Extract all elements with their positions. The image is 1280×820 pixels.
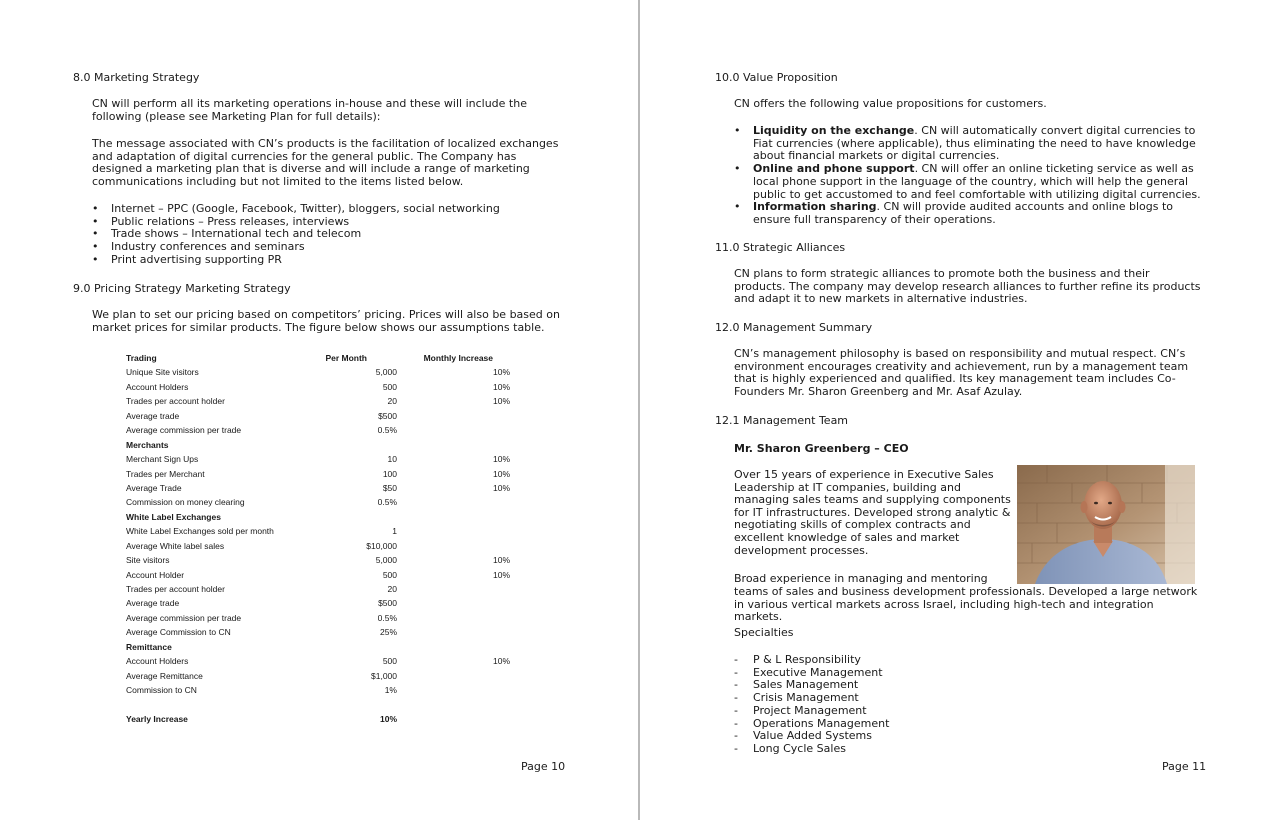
row-per-month: 1 <box>392 526 397 537</box>
table-row <box>126 380 526 394</box>
row-label: Trades per account holder <box>126 396 225 407</box>
row-label: Account Holders <box>126 656 189 667</box>
table-row <box>126 394 526 408</box>
ceo-bio-2-line1: Broad experience in managing and mentoring <box>734 572 988 585</box>
table-row <box>126 568 526 582</box>
row-label: Unique Site visitors <box>126 367 199 378</box>
list-item: - Project Management <box>734 703 867 717</box>
table-section-row <box>126 640 526 654</box>
yearly-label: Yearly Increase <box>126 713 188 724</box>
row-label: Account Holders <box>126 381 189 392</box>
management-heading: 12.0 Management Summary <box>715 321 873 334</box>
row-increase: 10% <box>492 396 510 407</box>
row-per-month: $50 <box>382 482 397 493</box>
pricing-heading: 9.0 Pricing Strategy Marketing Strategy <box>73 282 291 295</box>
table-row <box>126 582 526 596</box>
row-per-month: 20 <box>387 584 397 594</box>
alliances-heading: 11.0 Strategic Alliances <box>715 241 846 254</box>
row-increase: 10% <box>492 381 510 392</box>
row-per-month: 100 <box>382 468 397 479</box>
list-item: - Long Cycle Sales <box>734 741 846 755</box>
row-per-month: 5,000 <box>375 555 397 566</box>
assumptions-table <box>126 351 526 726</box>
pricing-text: We plan to set our pricing based on competitors’ pricing. Prices will also be based on market prices for similar products. The figure below shows our assumptions table. <box>92 308 560 334</box>
row-per-month: 500 <box>382 381 397 392</box>
row-label: Account Holder <box>126 569 185 580</box>
table-row <box>126 524 526 538</box>
row-increase: 10% <box>492 482 510 493</box>
table-row <box>126 625 526 639</box>
row-per-month: 25% <box>379 627 397 638</box>
header-trading: Trading <box>126 353 157 363</box>
table-row <box>126 596 526 610</box>
specialties-list <box>734 654 1034 756</box>
table-header <box>126 351 526 365</box>
list-item: • Liquidity on the exchange. CN will automatically convert digital currencies to Fiat currencies (where applicable), thus eliminating the need to have knowledge about financial markets or digital currencies. <box>734 124 1196 163</box>
row-per-month: 10 <box>387 454 397 465</box>
marketing-heading: 8.0 Marketing Strategy <box>73 71 200 84</box>
row-per-month: 500 <box>382 569 397 580</box>
row-label: Average Trade <box>126 482 182 493</box>
row-label: Remittance <box>126 641 172 652</box>
row-per-month: $10,000 <box>366 540 397 551</box>
row-increase: 10% <box>492 454 510 465</box>
table-row <box>126 467 526 481</box>
specialties-heading: Specialties <box>734 626 794 639</box>
row-increase: 10% <box>492 468 510 479</box>
table-row <box>126 611 526 625</box>
list-item: • Information sharing. CN will provide audited accounts and online blogs to ensure full transparency of their operations. <box>734 200 1174 226</box>
table-row <box>126 669 526 683</box>
row-per-month: 500 <box>382 656 397 667</box>
marketing-list <box>92 203 562 267</box>
row-label: Trades per Merchant <box>126 468 205 479</box>
row-label: Average commission per trade <box>126 612 242 623</box>
yearly-increase-row <box>126 712 526 726</box>
list-item: • Trade shows – International tech and telecom <box>92 227 362 241</box>
list-item: - Operations Management <box>734 716 890 730</box>
row-label: Trades per account holder <box>126 584 225 594</box>
row-increase: 10% <box>492 367 510 378</box>
value-intro: CN offers the following value propositions for customers. <box>734 97 1047 110</box>
list-item: - Sales Management <box>734 678 859 692</box>
value-list <box>734 125 1206 227</box>
ceo-name: Mr. Sharon Greenberg – CEO <box>734 442 909 455</box>
row-label: Merchant Sign Ups <box>126 454 199 465</box>
row-per-month: 20 <box>387 396 397 407</box>
row-per-month: $1,000 <box>371 670 397 681</box>
row-label: Average White label sales <box>126 540 225 551</box>
table-row <box>126 495 526 509</box>
ceo-photo <box>1017 465 1195 584</box>
header-monthly-increase: Monthly Increase <box>423 353 493 363</box>
list-item: • Internet – PPC (Google, Facebook, Twitter), bloggers, social networking <box>92 202 500 215</box>
table-section-row <box>126 510 526 524</box>
table-row <box>126 683 526 697</box>
ceo-bio: Over 15 years of experience in Executive Sales Leadership at IT companies, building and managing sales teams and supplying components for IT infrastructures. Developed strong analytic & negotiating skills of complex contracts and excellent knowledge of sales and market development processes. <box>734 468 1011 557</box>
row-increase: 10% <box>492 569 510 580</box>
table-row <box>126 365 526 379</box>
row-label: Merchants <box>126 439 169 450</box>
row-label: Site visitors <box>126 555 170 566</box>
list-item: - Value Added Systems <box>734 729 872 743</box>
row-per-month: 0.5% <box>377 425 397 436</box>
header-per-month: Per Month <box>325 353 367 363</box>
table-section-row <box>126 438 526 452</box>
row-label: Commission to CN <box>126 685 197 696</box>
table-body <box>126 365 526 697</box>
table-row <box>126 481 526 495</box>
list-item: • Online and phone support. CN will offer an online ticketing service as well as local phone support in the language of the country, which will help the general public to get accustomed to and feel comfortable with utilizing digital currencies. <box>734 162 1201 201</box>
row-label: Average Commission to CN <box>126 627 231 638</box>
list-item: • Print advertising supporting PR <box>92 252 282 266</box>
row-increase: 10% <box>492 656 510 667</box>
value-heading: 10.0 Value Proposition <box>715 71 838 84</box>
row-per-month: $500 <box>378 410 397 421</box>
row-label: Average trade <box>126 598 180 609</box>
row-label: White Label Exchanges sold per month <box>126 526 274 537</box>
management-text: CN’s management philosophy is based on responsibility and mutual respect. CN’s environment encourages creativity and achievement, run by a management team that is highly experienced and qualified. Its key management team includes Co-Founders Mr. Sharon Greenberg and Mr. Asaf Azulay. <box>734 347 1189 398</box>
marketing-intro: CN will perform all its marketing operations in-house and these will include the following (please see Marketing Plan for full details): <box>92 97 527 123</box>
page-number-left: Page 10 <box>521 760 566 773</box>
alliances-text: CN plans to form strategic alliances to promote both the business and their products. The company may develop research alliances to further refine its products and adapt it to new markets in alternative industries. <box>734 267 1201 306</box>
list-item: - P & L Responsibility <box>734 653 861 666</box>
row-per-month: $500 <box>378 598 397 609</box>
table-row <box>126 423 526 437</box>
row-per-month: 5,000 <box>375 367 397 378</box>
list-item: • Public relations – Press releases, interviews <box>92 214 350 228</box>
table-row <box>126 539 526 553</box>
row-per-month: 1% <box>384 685 397 696</box>
row-label: Commission on money clearing <box>126 497 245 508</box>
ceo-portrait-image <box>1017 465 1195 584</box>
list-item: • Industry conferences and seminars <box>92 240 305 254</box>
team-heading: 12.1 Management Team <box>715 414 849 427</box>
ceo-bio-2: teams of sales and business development professionals. Developed a large network in various vertical markets across Israel, including high-tech and integration markets. <box>734 585 1198 624</box>
table-row <box>126 553 526 567</box>
row-label: White Label Exchanges <box>126 511 221 522</box>
row-label: Average commission per trade <box>126 425 242 436</box>
yearly-value: 10% <box>379 713 397 724</box>
list-item: - Crisis Management <box>734 691 859 705</box>
row-per-month: 0.5% <box>377 612 397 623</box>
row-per-month: 0.5% <box>377 497 397 508</box>
row-label: Average Remittance <box>126 670 203 681</box>
table-row <box>126 654 526 668</box>
row-increase: 10% <box>492 555 510 566</box>
table-row <box>126 409 526 423</box>
table-row <box>126 452 526 466</box>
row-label: Average trade <box>126 410 180 421</box>
list-item: - Executive Management <box>734 665 883 679</box>
page-number-right: Page 11 <box>1162 760 1207 773</box>
marketing-message: The message associated with CN’s products is the facilitation of localized exchanges and adaptation of digital currencies for the general public. The Company has designed a marketing plan that is diverse and will include a range of marketing communications including but not limited to the items listed below. <box>92 137 559 188</box>
